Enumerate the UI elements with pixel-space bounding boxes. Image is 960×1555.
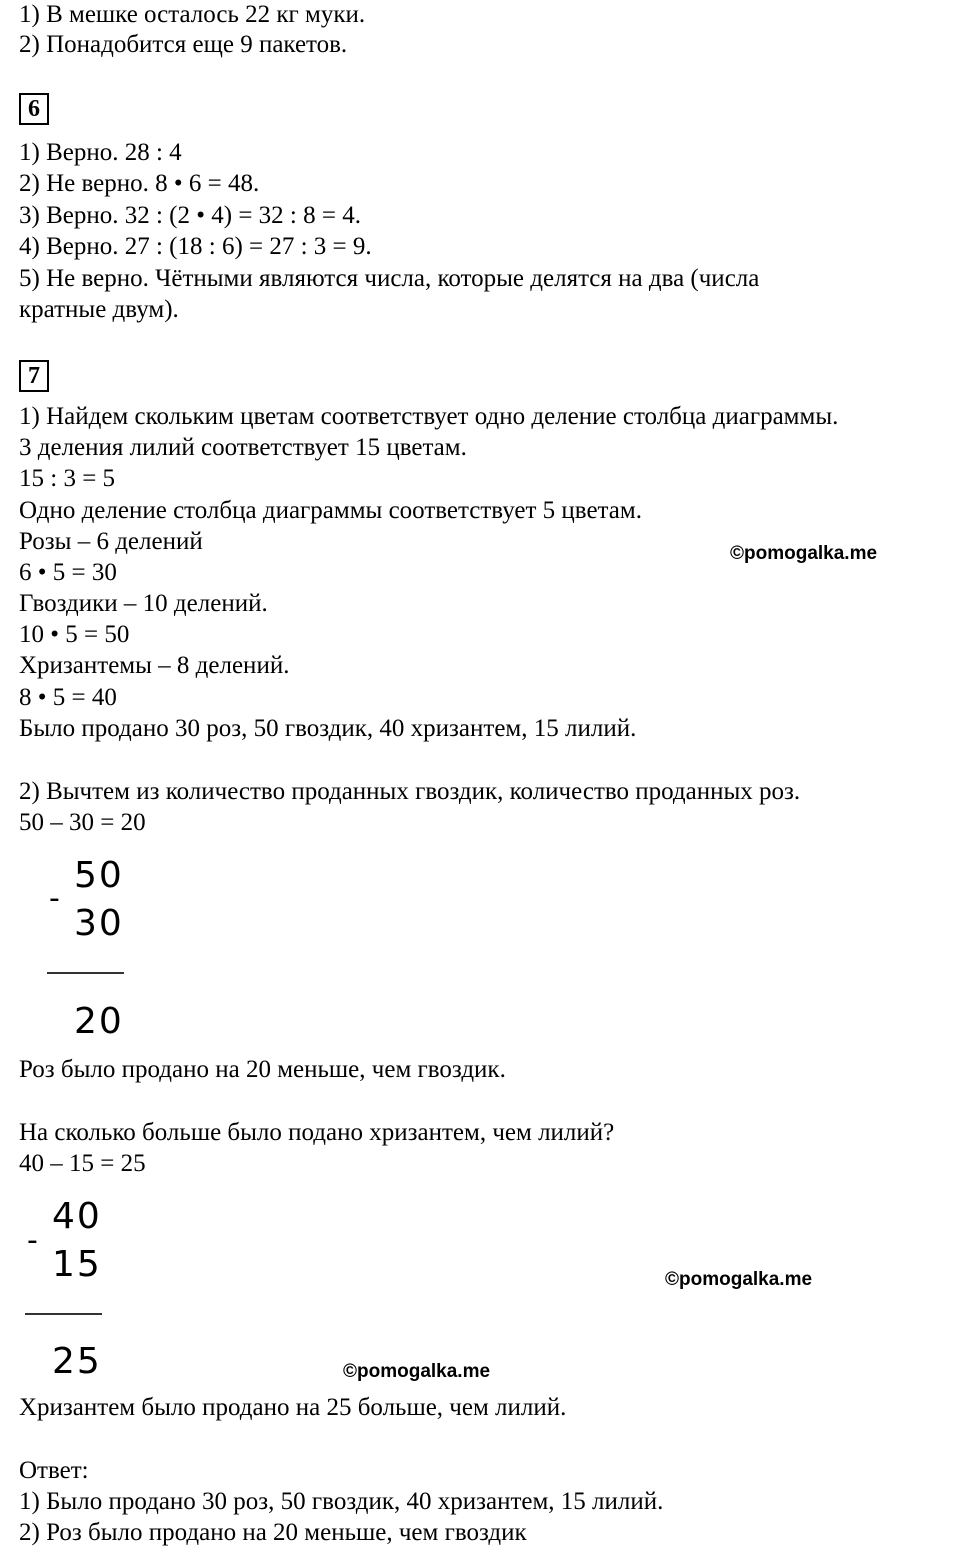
task7-line: На сколько больше было подано хризантем, чем лилий? [19,1119,615,1146]
task7-line: Розы – 6 делений [19,528,203,555]
task7-line: 40 – 15 = 25 [19,1150,146,1177]
task-number-7: 7 [19,360,49,392]
calc-result: 20 [74,1001,124,1042]
task6-line: кратные двум). [19,296,179,323]
calc-divider-line [25,1313,102,1315]
calc-divider-line [47,972,124,974]
task7-line: Роз было продано на 20 меньше, чем гвоздик. [19,1056,506,1083]
minus-sign: - [27,1223,38,1258]
watermark: ©pomogalka.me [343,1361,491,1382]
answer-line: 1) Было продано 30 роз, 50 гвоздик, 40 хризантем, 15 лилий. [19,1488,664,1515]
task7-line: Было продано 30 роз, 50 гвоздик, 40 хризантем, 15 лилий. [19,715,637,742]
calc-minuend: 40 [52,1196,102,1237]
calc-result: 25 [52,1341,102,1382]
answer-line: 2) Роз было продано на 20 меньше, чем гвоздик [19,1519,527,1546]
task-number-6: 6 [19,93,49,125]
task7-line: 1) Найдем скольким цветам соответствует одно деление столбца диаграммы. [19,403,839,430]
task6-line: 2) Не верно. 8 • 6 = 48. [19,170,260,197]
answer-line: 1) В мешке осталось 22 кг муки. [19,1,366,28]
task7-line: 10 • 5 = 50 [19,621,130,648]
task6-line: 5) Не верно. Чётными являются числа, которые делятся на два (числа [19,265,760,292]
task7-line: 6 • 5 = 30 [19,559,117,586]
task7-line: 2) Вычтем из количество проданных гвоздик, количество проданных роз. [19,778,801,805]
watermark: ©pomogalka.me [730,543,878,564]
task7-line: 3 деления лилий соответствует 15 цветам. [19,434,467,461]
calc-subtrahend: 15 [52,1244,102,1285]
task7-line: Одно деление столбца диаграммы соответствует 5 цветам. [19,497,642,524]
watermark: ©pomogalka.me [665,1269,813,1290]
answer-heading: Ответ: [19,1457,89,1484]
calc-minuend: 50 [74,855,124,896]
minus-sign: - [49,881,60,916]
task7-line: Гвоздики – 10 делений. [19,590,268,617]
task7-line: 8 • 5 = 40 [19,684,117,711]
task7-line: Хризантемы – 8 делений. [19,652,290,679]
task6-line: 3) Верно. 32 : (2 • 4) = 32 : 8 = 4. [19,202,361,229]
answer-line: 2) Понадобится еще 9 пакетов. [19,31,348,58]
task6-line: 4) Верно. 27 : (18 : 6) = 27 : 3 = 9. [19,233,372,260]
task7-line: 15 : 3 = 5 [19,465,116,492]
task6-line: 1) Верно. 28 : 4 [19,139,182,166]
task7-line: 50 – 30 = 20 [19,809,146,836]
task7-line: Хризантем было продано на 25 больше, чем лилий. [19,1394,567,1421]
calc-subtrahend: 30 [74,903,124,944]
